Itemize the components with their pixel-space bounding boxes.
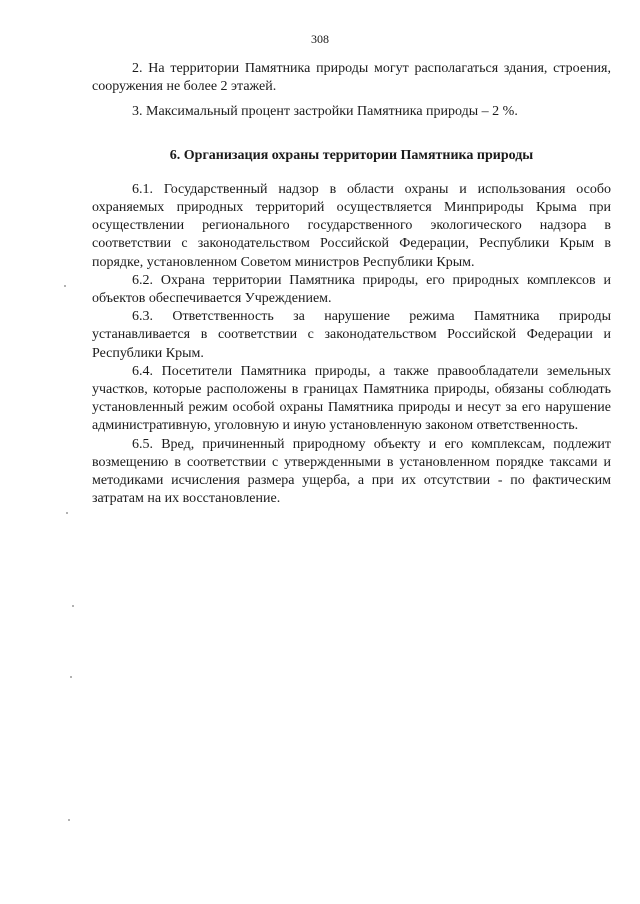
scan-speck bbox=[72, 605, 74, 607]
document-body bbox=[92, 60, 611, 508]
paragraph-item-3: 3. Максимальный процент застройки Памятника природы – 2 %. bbox=[132, 104, 518, 120]
scan-speck bbox=[68, 819, 70, 821]
paragraph-6-4: 6.4. Посетители Памятника природы, а также правообладатели земельных участков, которые расположены в границах Памятника природы, обязаны соблюдать установленный режим особой охраны Памятника природы и несут за его нарушение административную, уголовную и иную установленную законом ответственность. bbox=[92, 363, 611, 434]
paragraph-6-3: 6.3. Ответственность за нарушение режима Памятника природы устанавливается в соответствии с законодательством Российской Федерации и Республики Крым. bbox=[92, 309, 611, 361]
page-number: 308 bbox=[311, 32, 329, 46]
paragraph-6-1: 6.1. Государственный надзор в области охраны и использования особо охраняемых природных территорий осуществляется Минприроды Крыма при осуществлении регионального государственного экологического надзора в соответствии с законодательством Российской Федерации, Республики Крым в порядке, установленном Советом министров Республики Крым. bbox=[92, 181, 611, 270]
paragraph-6-5: 6.5. Вред, причиненный природному объекту и его комплексам, подлежит возмещению в соответствии с утвержденными в установленном порядке таксами и методиками исчисления размера ущерба, а при их отсутствии - по фактическим затратам на их восстановление. bbox=[92, 436, 611, 507]
paragraph-6-2: 6.2. Охрана территории Памятника природы, его природных комплексов и объектов обеспечивается Учреждением. bbox=[92, 272, 611, 307]
scan-speck bbox=[70, 676, 72, 678]
paragraph-item-2: 2. На территории Памятника природы могут располагаться здания, строения, сооружения не более 2 этажей. bbox=[92, 61, 611, 95]
scan-speck bbox=[64, 285, 66, 287]
scan-speck bbox=[66, 512, 68, 514]
section-heading: 6. Организация охраны территории Памятника природы bbox=[169, 147, 534, 163]
